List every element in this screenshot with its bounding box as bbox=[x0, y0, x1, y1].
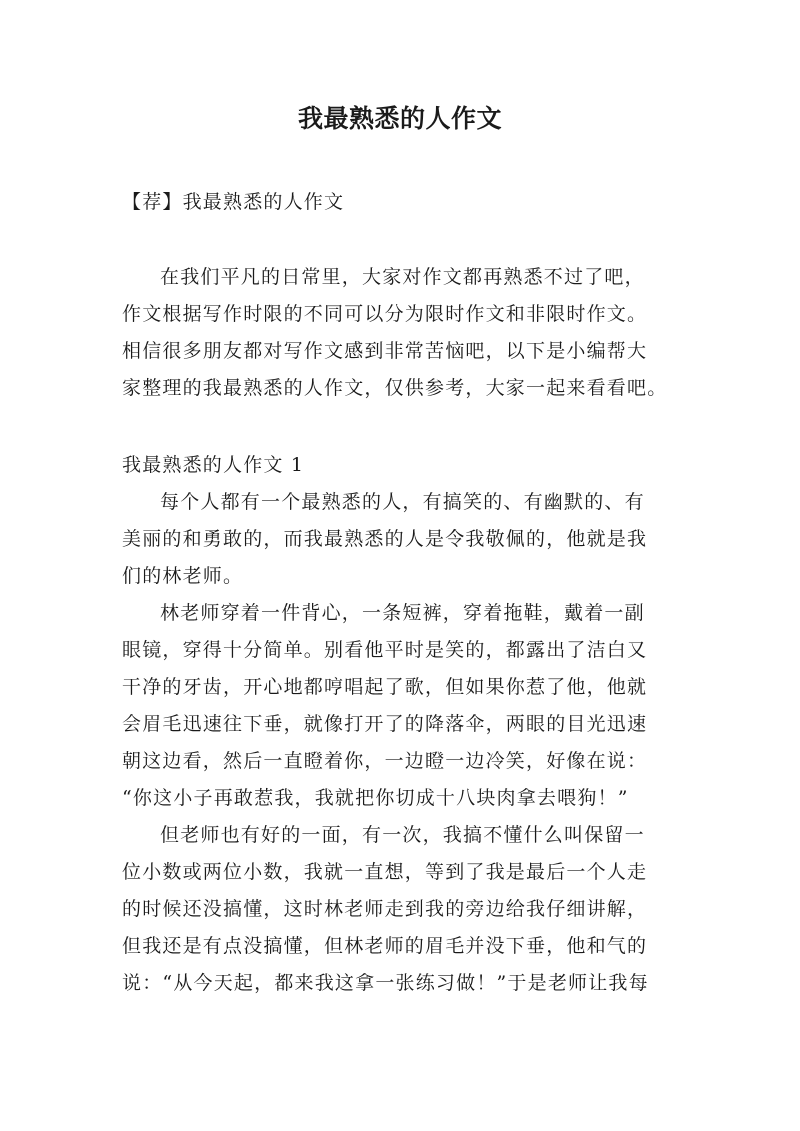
section-heading: 我最熟悉的人作文 1 bbox=[122, 454, 305, 476]
intro-line: 在我们平凡的日常里，大家对作文都再熟悉不过了吧， bbox=[160, 266, 645, 288]
paragraph-line: 的时候还没搞懂，这时林老师走到我的旁边给我仔细讲解， bbox=[122, 898, 648, 920]
paragraph-line: 美丽的和勇敢的，而我最熟悉的人是令我敬佩的，他就是我 bbox=[122, 528, 648, 550]
document-subtitle: 【荐】我最熟悉的人作文 bbox=[122, 191, 345, 213]
paragraph-line: 位小数或两位小数，我就一直想，等到了我是最后一个人走 bbox=[122, 861, 648, 883]
paragraph-line: 眼镜，穿得十分简单。别看他平时是笑的，都露出了洁白又 bbox=[122, 639, 648, 661]
paragraph-line: 说：“从今天起，都来我这拿一张练习做！”于是老师让我每 bbox=[122, 972, 649, 994]
paragraph-line: 朝这边看，然后一直瞪着你，一边瞪一边冷笑，好像在说： bbox=[122, 750, 648, 772]
paragraph-line: 每个人都有一个最熟悉的人，有搞笑的、有幽默的、有 bbox=[160, 491, 645, 513]
paragraph-line: 但老师也有好的一面，有一次，我搞不懂什么叫保留一 bbox=[160, 824, 645, 846]
paragraph-line: 们的林老师。 bbox=[122, 565, 244, 587]
intro-line: 家整理的我最熟悉的人作文，仅供参考，大家一起来看看吧。 bbox=[122, 377, 668, 399]
paragraph-line: 会眉毛迅速往下垂，就像打开了的降落伞，两眼的目光迅速 bbox=[122, 713, 648, 735]
document-title: 我最熟悉的人作文 bbox=[297, 104, 502, 133]
paragraph-line: 干净的牙齿，开心地都哼唱起了歌，但如果你惹了他，他就 bbox=[122, 676, 648, 698]
paragraph-line: 但我还是有点没搞懂，但林老师的眉毛并没下垂，他和气的 bbox=[122, 935, 648, 957]
paragraph-line: “你这小子再敢惹我，我就把你切成十八块肉拿去喂狗！” bbox=[122, 787, 629, 809]
intro-line: 相信很多朋友都对写作文感到非常苦恼吧，以下是小编帮大 bbox=[122, 340, 648, 362]
paragraph-line: 林老师穿着一件背心，一条短裤，穿着拖鞋，戴着一副 bbox=[160, 602, 645, 624]
intro-line: 作文根据写作时限的不同可以分为限时作文和非限时作文。 bbox=[122, 303, 648, 325]
